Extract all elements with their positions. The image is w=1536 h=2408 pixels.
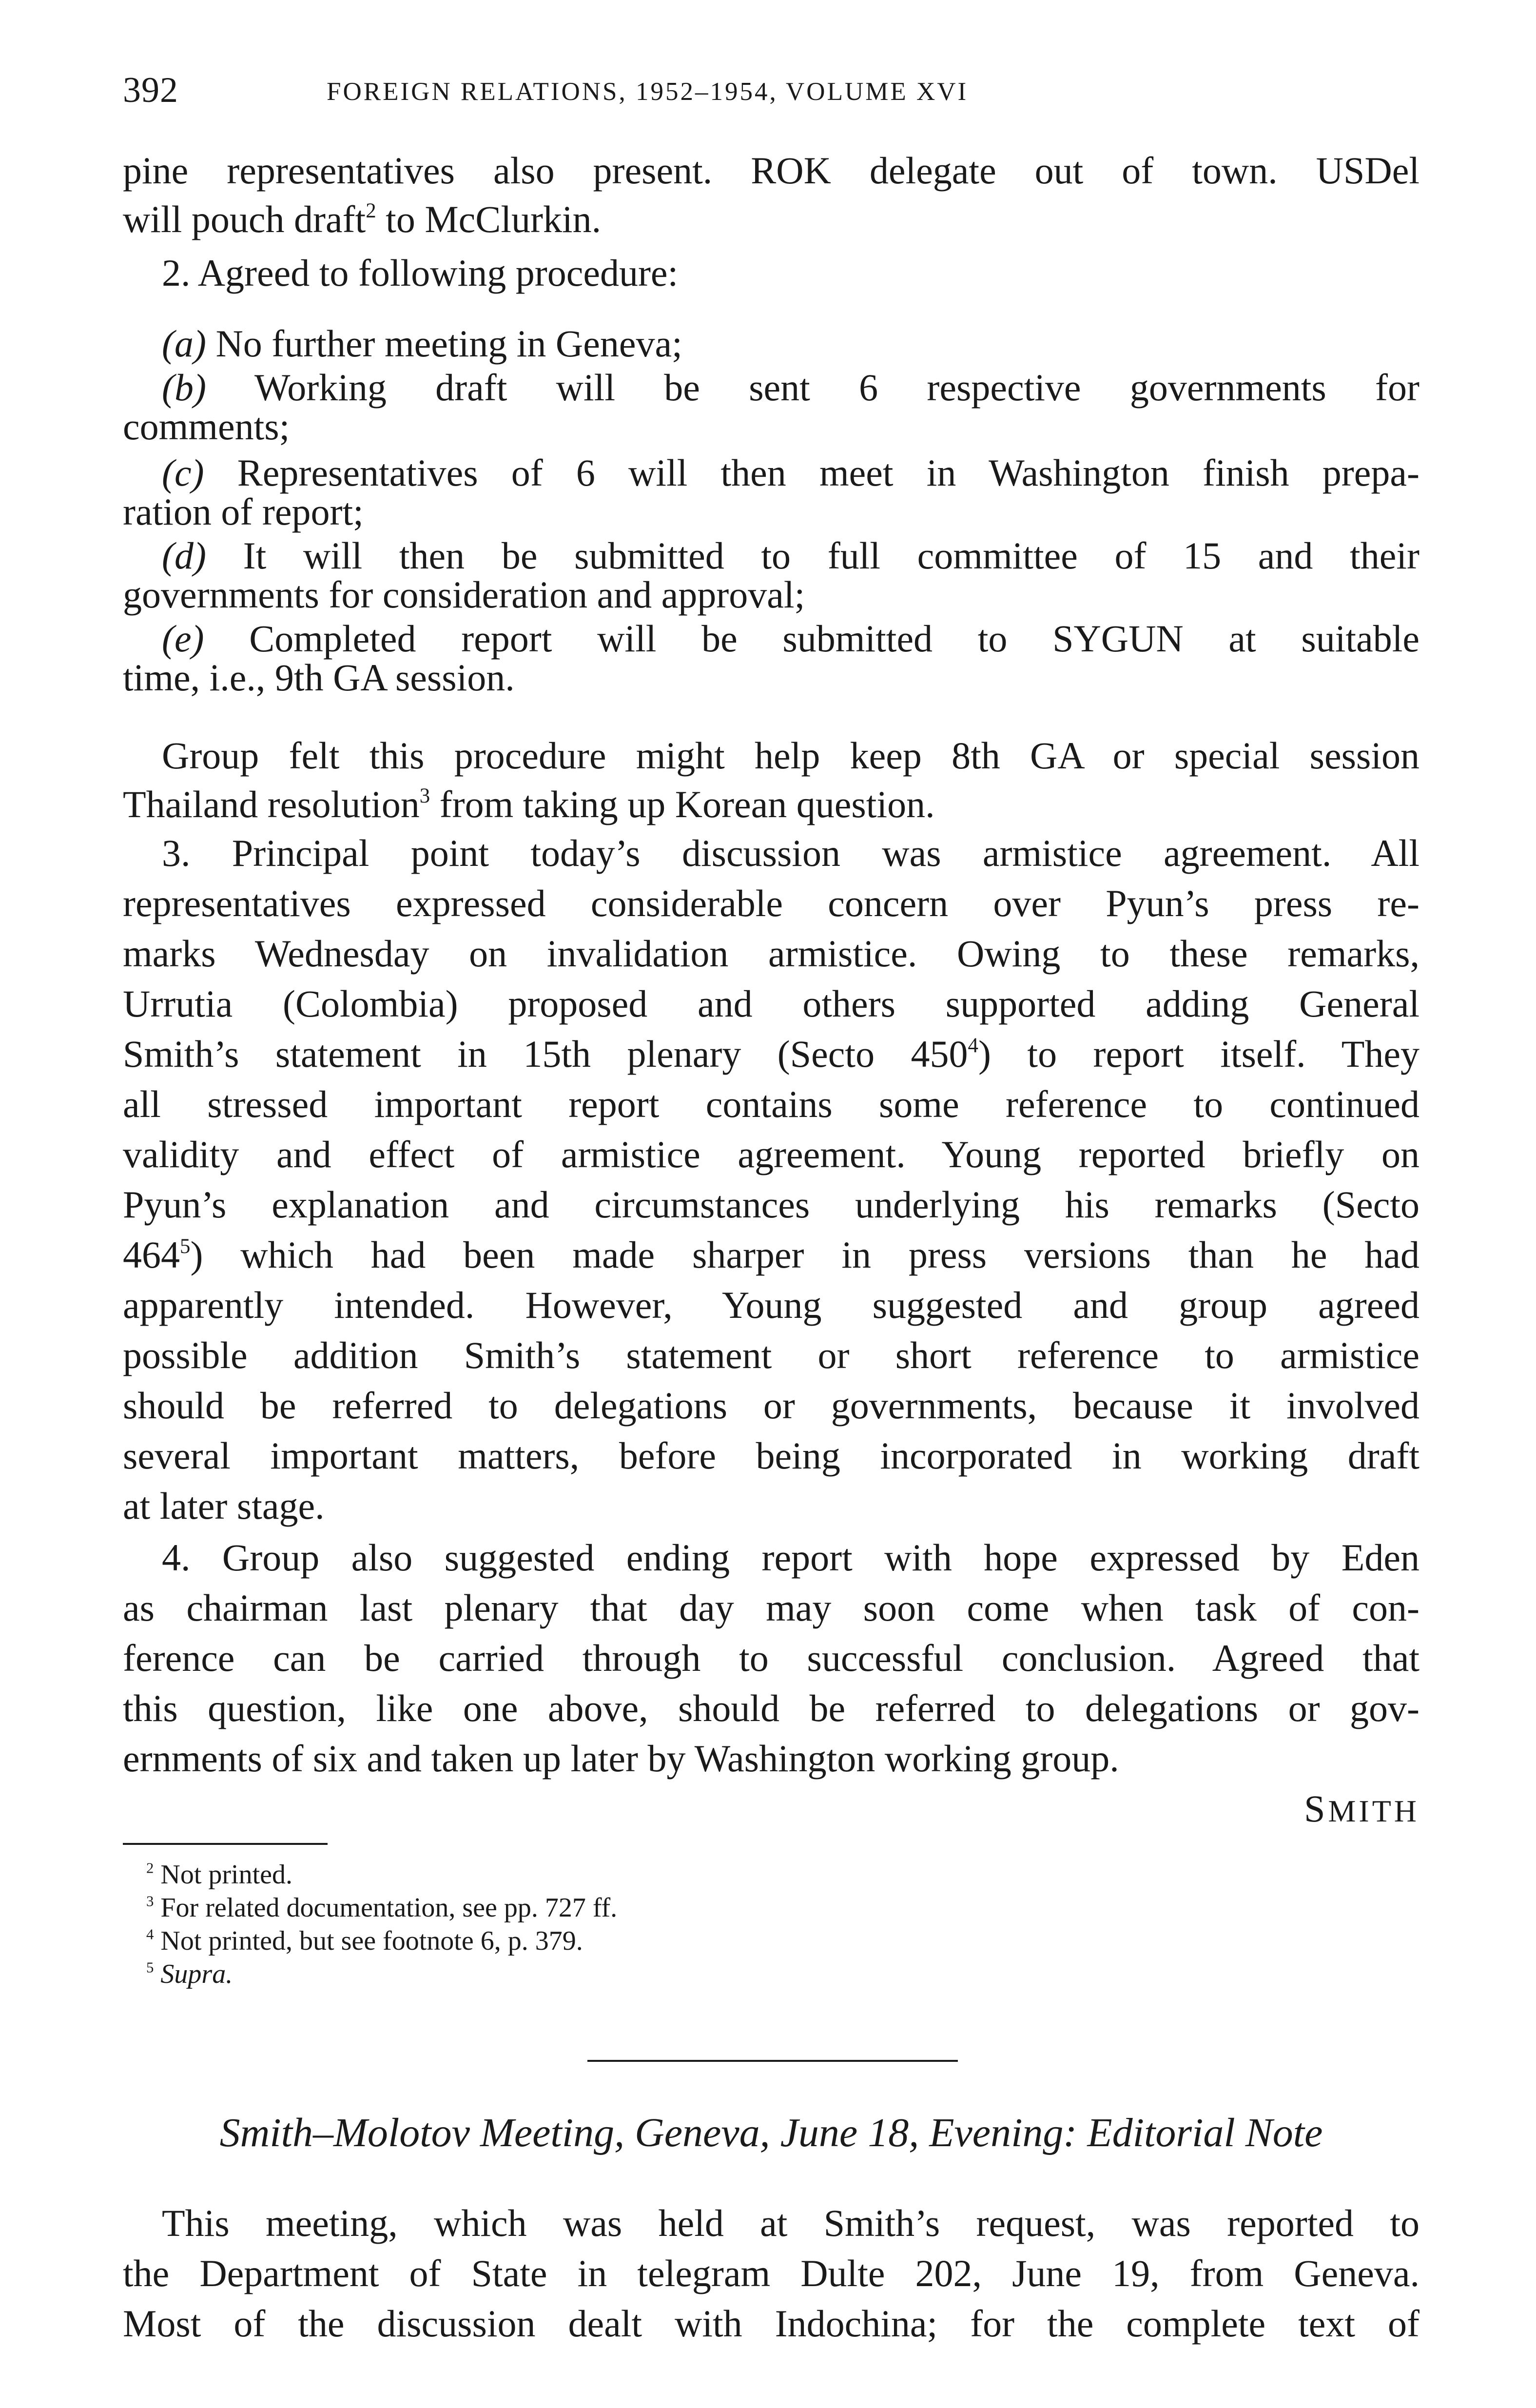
procedure-item-c-cont: ration of report; [123,490,364,533]
para3-line-5-text-end: ) to report itself. They [978,1033,1419,1075]
para3-line-9 [123,1231,1419,1279]
para3-line-12: should be referred to delegations or governments, because it involved [123,1384,1419,1427]
para3-line-3: marks Wednesday on invalidation armistice. Owing to these remarks, [123,932,1419,975]
para3-line-4: Urrutia (Colombia) proposed and others supported adding General [123,982,1419,1025]
footnote-5 [146,1957,233,1991]
para3-line-9-text: 464 [123,1233,180,1276]
running-head: FOREIGN RELATIONS, 1952–1954, VOLUME XVI [327,78,969,106]
item-a-marker: (a) [162,322,206,365]
para3-line-10: apparently intended. However, Young suggested and group agreed [123,1284,1419,1326]
para4-line-2: as chairman last plenary that day may soon come when task of con- [123,1586,1419,1629]
para3-line-8: Pyun’s explanation and circumstances underlying his remarks (Secto [123,1183,1419,1226]
footnote-2 [146,1858,292,1892]
item-c-marker: (c) [162,451,204,494]
group-felt-line-1: Group felt this procedure might help keep 8th GA or special session [162,734,1419,777]
procedure-lead: 2. Agreed to following procedure: [162,252,679,294]
item-b-marker: (b) [162,366,206,409]
editorial-note-line-2: the Department of State in telegram Dulte 202, June 19, from Geneva. [123,2252,1419,2294]
footnote-3-text: For related documentation, see pp. 727 ff. [154,1893,618,1923]
signature [123,1784,1419,1836]
para3-line-2: representatives expressed considerable concern over Pyun’s press re- [123,882,1419,924]
item-d-text: It will then be submitted to full committee of 15 and their [206,534,1419,577]
item-e-marker: (e) [162,617,204,660]
procedure-item-a [162,319,682,368]
footnote-4 [146,1924,583,1958]
procedure-item-e-cont: time, i.e., 9th GA session. [123,656,515,699]
signature-initial: S [1304,1787,1328,1830]
footnote-4-text: Not printed, but see footnote 6, p. 379. [154,1926,583,1956]
page-header [123,66,1419,115]
para4-line-1: 4. Group also suggested ending report with hope expressed by Eden [162,1536,1419,1579]
editorial-note-line-3: Most of the discussion dealt with Indochina; for the complete text of [123,2302,1419,2345]
footnote-ref-2: 2 [366,199,376,222]
footnote-3 [146,1891,617,1925]
intro-line-1: pine representatives also present. ROK delegate out of town. USDel [123,149,1419,192]
procedure-item-b [162,363,1419,412]
para4-line-3: ference can be carried through to successful conclusion. Agreed that [123,1637,1419,1679]
procedure-item-d-cont: governments for consideration and approval; [123,573,805,616]
para3-line-5-text: Smith’s statement in 15th plenary (Secto 450 [123,1033,968,1075]
para4-line-4: this question, like one above, should be referred to delegations or gov- [123,1687,1419,1729]
para3-line-14: at later stage. [123,1485,325,1527]
para3-line-6: all stressed important report contains some reference to continued [123,1083,1419,1125]
group-felt-line-2 [123,780,935,829]
para3-line-1: 3. Principal point today’s discussion was armistice agreement. All [162,832,1419,874]
intro-line-2-text: will pouch draft [123,198,366,240]
item-e-text: Completed report will be submitted to SYGUN at suitable [204,617,1419,660]
procedure-item-b-cont: comments; [123,405,290,448]
para3-line-13: several important matters, before being incorporated in working draft [123,1434,1419,1477]
para3-line-9-text-end: ) which had been made sharper in press versions than he had [190,1233,1419,1276]
footnote-2-number: 2 [146,1860,154,1877]
para4-line-5: ernments of six and taken up later by Washington working group. [123,1737,1119,1780]
footnote-5-text: Supra. [154,1959,233,1989]
item-d-marker: (d) [162,534,206,577]
group-felt-line-2-text: Thailand resolution [123,783,420,825]
footnote-2-text: Not printed. [154,1860,293,1890]
item-a-text: No further meeting in Geneva; [206,322,682,365]
footnote-ref-3: 3 [419,784,430,807]
item-c-text: Representatives of 6 will then meet in Washington finish prepa- [204,451,1419,494]
group-felt-line-2-text-end: from taking up Korean question. [430,783,935,825]
signature-rest: MITH [1328,1794,1419,1828]
item-b-text: Working draft will be sent 6 respective governments for [206,366,1419,409]
page-number: 392 [123,70,178,110]
editorial-note-line-1: This meeting, which was held at Smith’s request, was reported to [162,2202,1419,2244]
section-divider [587,2060,958,2062]
intro-line-2 [123,195,601,244]
footnote-3-number: 3 [146,1893,154,1910]
footnote-ref-5: 5 [180,1234,191,1258]
footnote-divider [123,1843,328,1845]
footnote-5-number: 5 [146,1959,154,1976]
intro-line-2-text-end: to McClurkin. [376,198,602,240]
editorial-note-title: Smith–Molotov Meeting, Geneva, June 18, Evening: Editorial Note [219,2110,1323,2155]
footnote-4-number: 4 [146,1926,154,1943]
para3-line-7: validity and effect of armistice agreement. Young reported briefly on [123,1133,1419,1175]
para3-line-11: possible addition Smith’s statement or short reference to armistice [123,1334,1419,1376]
footnote-ref-4: 4 [968,1034,978,1057]
para3-line-5 [123,1030,1419,1078]
